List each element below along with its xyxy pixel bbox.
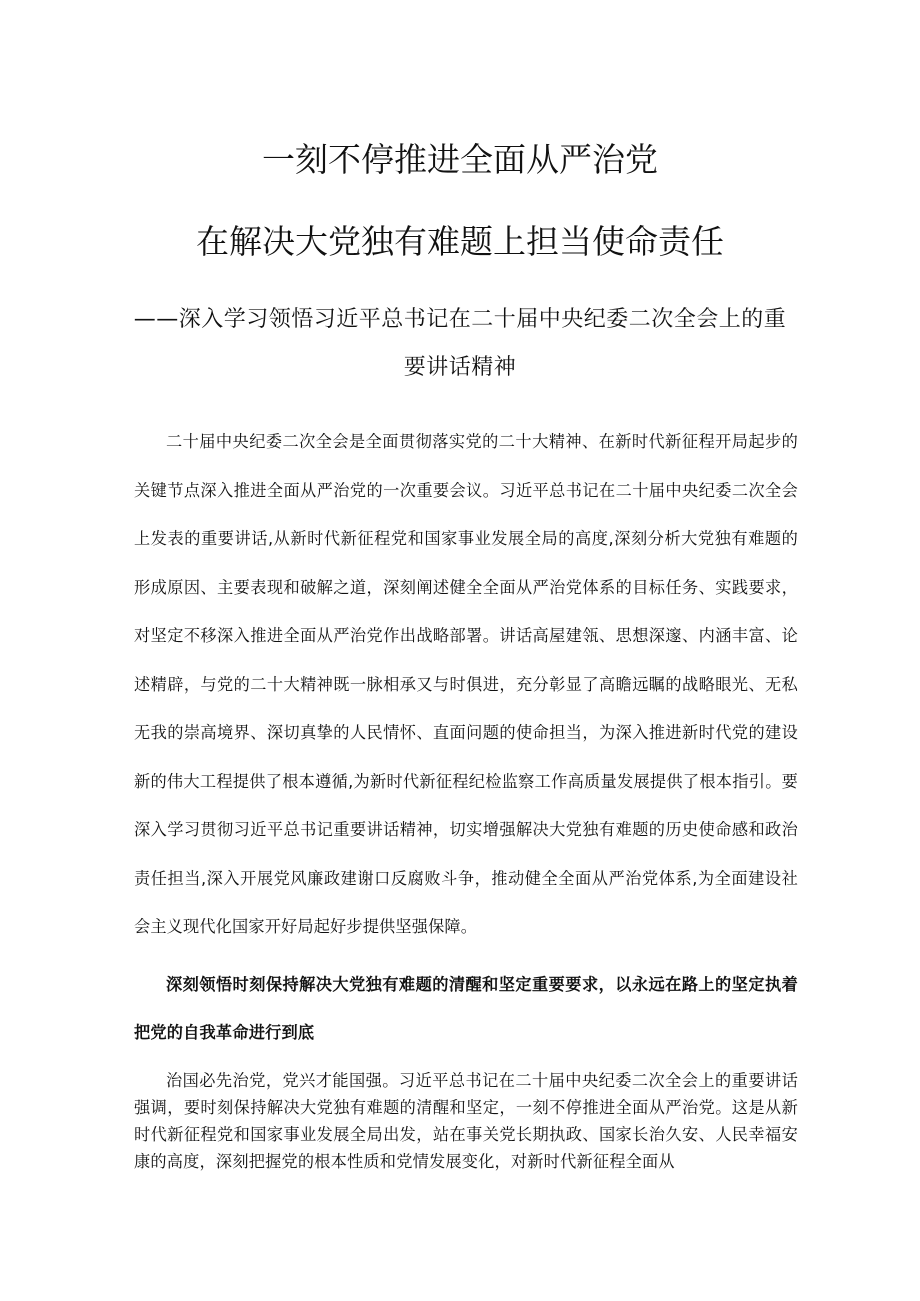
document-title-line-1: 一刻不停推进全面从严治党 [262, 140, 658, 179]
intro-paragraph: 二十届中央纪委二次全会是全面贯彻落实党的二十大精神、在新时代新征程开局起步的关键节点深入推进全面从严治党的一次重要会议。习近平总书记在二十届中央纪委二次全会上发表的重要讲话,从新时代新征程党和国家事业发展全局的高度,深刻分析大党独有难题的形成原因、主要表现和破解之道，深刻阐述健全全面从严治党体系的目标任务、实践要求，对坚定不移深入推进全面从严治党作出战略部署。讲话高屋建瓴、思想深邃、内涵丰富、论述精辟，与党的二十大精神既一脉相承又与时俱进，充分彰显了高瞻远瞩的战略眼光、无私无我的崇高境界、深切真挚的人民情怀、直面问题的使命担当，为深入推进新时代党的建设新的伟大工程提供了根本遵循,为新时代新征程纪检监察工作高质量发展提供了根本指引。要深入学习贯彻习近平总书记重要讲话精神，切实增强解决大党独有难题的历史使命感和政治责任担当,深入开展党风廉政建谢口反腐败斗争，推动健全全面从严治党体系,为全面建设社会主义现代化国家开好局起好步提供坚强保障。 [134, 432, 798, 936]
document-subtitle: ——深入学习领悟习近平总书记在二十届中央纪委二次全会上的重要讲话精神 [133, 307, 787, 380]
document-title-line-2: 在解决大党独有难题上担当使命责任 [196, 222, 724, 261]
section-heading: 深刻领悟时刻保持解决大党独有难题的清醒和坚定重要要求，以永远在路上的坚定执着把党的自我革命进行到底 [134, 975, 798, 1042]
section-paragraph: 治国必先治党，党兴才能国强。习近平总书记在二十届中央纪委二次全会上的重要讲话强调，要时刻保持解决大党独有难题的清醒和坚定，一刻不停推进全面从严治党。这是从新时代新征程党和国家事业发展全局出发，站在事关党长期执政、国家长治久安、人民幸福安康的高度，深刻把握党的根本性质和党情发展变化，对新时代新征程全面从 [134, 1071, 798, 1171]
